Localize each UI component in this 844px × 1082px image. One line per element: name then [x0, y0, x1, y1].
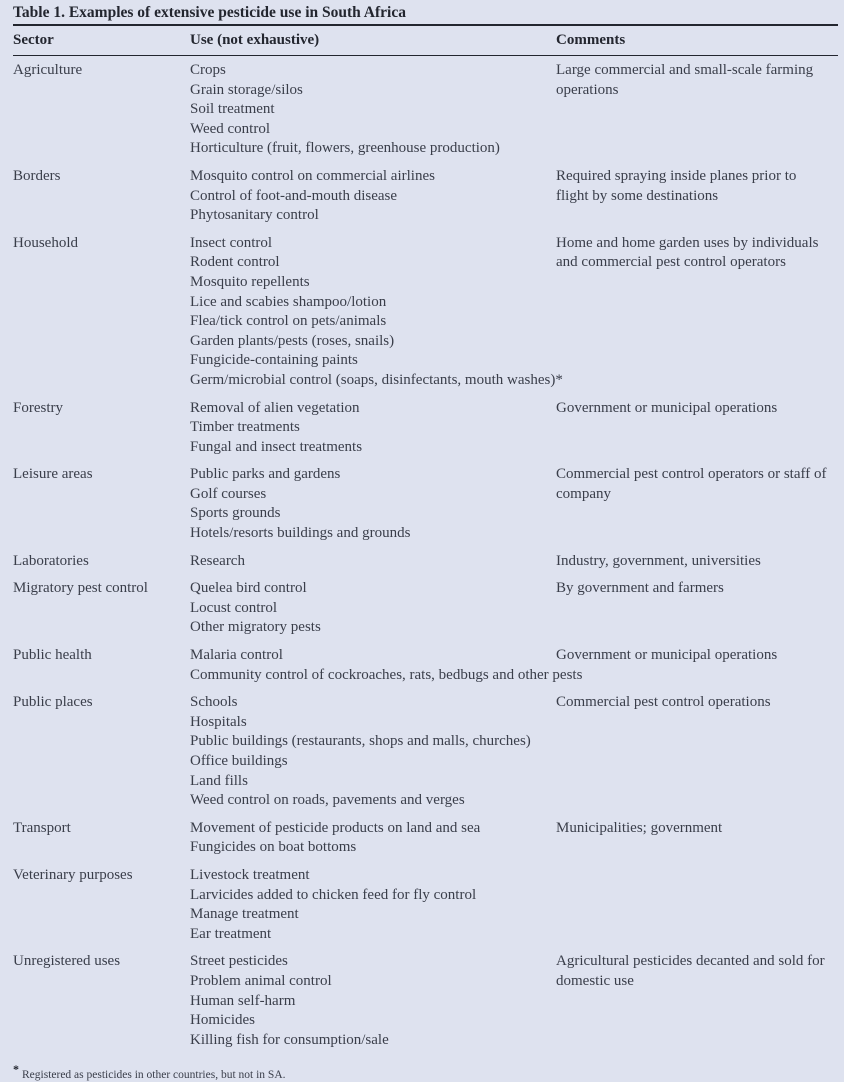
uses-cell [190, 465, 556, 543]
use-item: Timber treatments [190, 419, 300, 436]
use-item: Land fills [190, 772, 248, 789]
sector-cell: Veterinary purposes [13, 866, 133, 883]
table-body [13, 56, 838, 1050]
use-item: Malaria control [190, 647, 283, 664]
use-item: Movement of pesticide products on land and sea [190, 819, 481, 836]
comments-cell: Home and home garden uses by individuals and commercial pest control operators [556, 234, 819, 271]
table-row [13, 952, 838, 1050]
use-item: Office buildings [190, 753, 288, 769]
footnote-text: Registered as pesticides in other countries, but not in SA. [22, 1069, 286, 1082]
uses-cell [190, 819, 556, 858]
use-item: Fungicide-containing paints [190, 352, 358, 369]
comments-cell: Agricultural pesticides decanted and sold for domestic use [556, 953, 825, 989]
use-item: Grain storage/silos [190, 81, 303, 98]
table-row [13, 646, 838, 685]
sector-cell: Leisure areas [13, 466, 93, 483]
sector-cell: Public places [13, 694, 93, 711]
table-row [13, 234, 838, 391]
use-item: Fungicides on boat bottoms [190, 839, 357, 856]
uses-cell [190, 693, 556, 811]
uses-cell [190, 234, 563, 391]
sector-cell: Public health [13, 647, 92, 664]
use-item: Weed control [190, 120, 271, 137]
use-item: Fungal and insect treatments [190, 438, 363, 455]
table-row [13, 167, 838, 226]
table-row [13, 552, 838, 572]
sector-cell: Laboratories [13, 552, 89, 569]
use-item: Larvicides added to chicken feed for fly control [190, 886, 477, 903]
use-item: Mosquito repellents [190, 273, 310, 290]
uses-cell [190, 866, 556, 944]
use-item: Quelea bird control [190, 580, 307, 597]
table-row [13, 61, 838, 159]
use-item: Community control of cockroaches, rats, bedbugs and other pests [190, 666, 583, 683]
column-header-use: Use (not exhaustive) [190, 32, 320, 48]
uses-cell [190, 61, 556, 159]
uses-cell [190, 552, 556, 572]
use-item: Removal of alien vegetation [190, 399, 360, 416]
use-item: Rodent control [190, 254, 280, 271]
use-item: Killing fish for consumption/sale [190, 1031, 389, 1048]
use-item: Mosquito control on commercial airlines [190, 167, 435, 184]
use-item: Locust control [190, 599, 278, 616]
table-row [13, 465, 838, 543]
use-item: Golf courses [190, 485, 267, 502]
uses-cell [190, 167, 556, 226]
column-header-comments: Comments [556, 32, 626, 48]
table-row [13, 693, 838, 811]
use-item: Public parks and gardens [190, 466, 341, 483]
comments-cell: Government or municipal operations [556, 647, 778, 664]
use-item: Other migratory pests [190, 619, 321, 636]
table-row [13, 399, 838, 458]
use-item: Problem animal control [190, 972, 332, 989]
uses-cell [190, 579, 556, 638]
use-item: Schools [190, 694, 238, 711]
uses-cell [190, 646, 583, 685]
use-item: Manage treatment [190, 906, 299, 923]
sector-cell: Transport [13, 819, 71, 836]
comments-cell: Commercial pest control operations [556, 694, 771, 711]
use-item: Flea/tick control on pets/animals [190, 313, 387, 330]
table-row [13, 579, 838, 638]
use-item: Human self-harm [190, 992, 296, 1009]
table-header-row [13, 26, 838, 55]
use-item: Livestock treatment [190, 866, 310, 883]
table-row [13, 819, 838, 858]
comments-cell: By government and farmers [556, 580, 724, 597]
table-title: Table 1. Examples of extensive pesticide use in South Africa [13, 4, 406, 21]
use-item: Garden plants/pests (roses, snails) [190, 332, 395, 349]
sector-cell: Forestry [13, 399, 63, 416]
use-item: Horticulture (fruit, flowers, greenhouse production) [190, 140, 500, 157]
sector-cell: Agriculture [13, 62, 83, 78]
comments-cell: Large commercial and small-scale farming operations [556, 62, 814, 98]
sector-cell: Migratory pest control [13, 580, 148, 597]
use-item: Public buildings (restaurants, shops and malls, churches) [190, 733, 531, 750]
table-row [13, 866, 838, 944]
comments-cell: Industry, government, universities [556, 552, 761, 569]
column-header-sector: Sector [13, 32, 54, 48]
use-item: Control of foot-and-mouth disease [190, 187, 398, 204]
use-item: Soil treatment [190, 101, 275, 118]
use-item: Hotels/resorts buildings and grounds [190, 525, 411, 542]
comments-cell [556, 866, 838, 944]
footnote [13, 1062, 838, 1082]
use-item: Insect control [190, 234, 273, 251]
comments-cell: Required spraying inside planes prior to flight by some destinations [556, 167, 797, 204]
comments-cell: Municipalities; government [556, 819, 723, 836]
use-item: Phytosanitary control [190, 207, 319, 224]
uses-cell [190, 399, 556, 458]
use-item: Hospitals [190, 713, 247, 730]
use-item: Ear treatment [190, 925, 272, 942]
use-item: Weed control on roads, pavements and verges [190, 792, 465, 809]
footnote-marker: * [13, 1062, 19, 1077]
uses-cell [190, 952, 556, 1050]
comments-cell: Government or municipal operations [556, 399, 778, 416]
sector-cell: Household [13, 234, 78, 251]
sector-cell: Unregistered uses [13, 953, 121, 970]
use-item: Germ/microbial control (soaps, disinfectants, mouth washes)* [190, 371, 563, 388]
comments-cell: Commercial pest control operators or staff of company [556, 466, 827, 502]
use-item: Research [190, 552, 245, 569]
use-item: Homicides [190, 1012, 255, 1029]
use-item: Lice and scabies shampoo/lotion [190, 293, 387, 310]
use-item: Sports grounds [190, 505, 281, 522]
use-item: Street pesticides [190, 953, 288, 970]
use-item: Crops [190, 62, 226, 78]
sector-cell: Borders [13, 167, 61, 184]
